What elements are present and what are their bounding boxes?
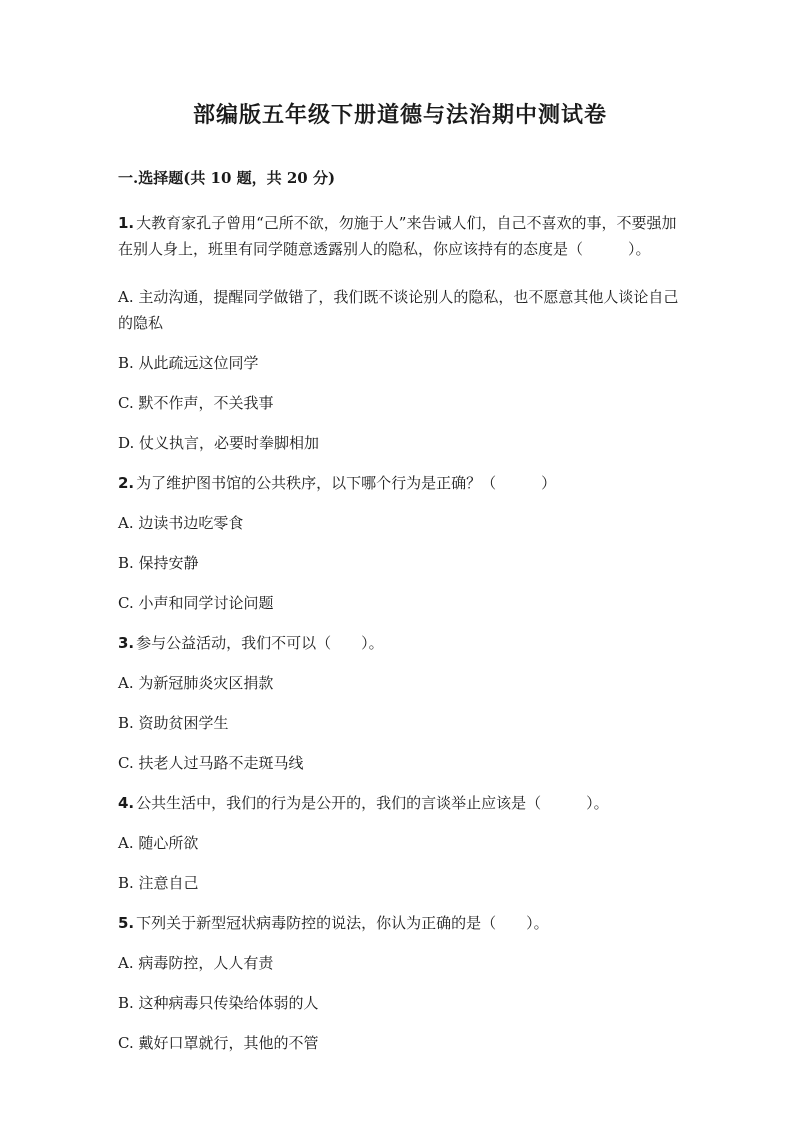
question-stem	[118, 210, 682, 262]
page-title: 部编版五年级下册道德与法治期中测试卷	[192, 102, 607, 128]
option-b: B. 这种病毒只传染给体弱的人	[118, 994, 319, 1012]
question-4	[118, 790, 682, 896]
question-number: 4.	[118, 794, 135, 812]
question-text: 下列关于新型冠状病毒防控的说法，你认为正确的是（ ）。	[136, 914, 549, 932]
question-number: 3.	[118, 634, 135, 652]
option-a: A. 病毒防控，人人有责	[118, 954, 274, 972]
question-stem	[118, 470, 682, 496]
option-a: A. 随心所欲	[118, 834, 199, 852]
question-number: 1.	[118, 214, 135, 232]
question-number: 2.	[118, 474, 135, 492]
question-text: 公共生活中，我们的行为是公开的，我们的言谈举止应该是（ ）。	[136, 794, 609, 812]
question-3	[118, 630, 682, 776]
section-heading: 一.选择题(共 10 题，共 20 分)	[118, 169, 336, 187]
question-2	[118, 470, 682, 616]
option-a: A. 主动沟通，提醒同学做错了，我们既不谈论别人的隐私，也不愿意其他人谈论自己的隐私	[118, 288, 679, 332]
question-number: 5.	[118, 914, 135, 932]
option-a: A. 为新冠肺炎灾区捐款	[118, 674, 274, 692]
option-b: B. 保持安静	[118, 554, 199, 572]
question-stem	[118, 790, 682, 816]
question-text: 为了维护图书馆的公共秩序，以下哪个行为是正确？（ ）	[136, 474, 557, 492]
option-c: C. 默不作声，不关我事	[118, 394, 274, 412]
question-text: 大教育家孔子曾用“己所不欲，勿施于人”来告诫人们，自己不喜欢的事，不要强加在别人身上，班里有同学随意透露别人的隐私，你应该持有的态度是（ ）。	[118, 214, 677, 258]
option-a: A. 边读书边吃零食	[118, 514, 244, 532]
option-b: B. 从此疏远这位同学	[118, 354, 259, 372]
question-stem	[118, 910, 682, 936]
option-c: C. 扶老人过马路不走斑马线	[118, 754, 304, 772]
option-b: B. 注意自己	[118, 874, 199, 892]
question-1	[118, 210, 682, 456]
question-text: 参与公益活动，我们不可以（ ）。	[136, 634, 384, 652]
question-5	[118, 910, 682, 1056]
option-b: B. 资助贫困学生	[118, 714, 229, 732]
option-d: D. 仗义执言，必要时拳脚相加	[118, 434, 320, 452]
option-c: C. 戴好口罩就行，其他的不管	[118, 1034, 319, 1052]
option-c: C. 小声和同学讨论问题	[118, 594, 274, 612]
question-stem	[118, 630, 682, 656]
